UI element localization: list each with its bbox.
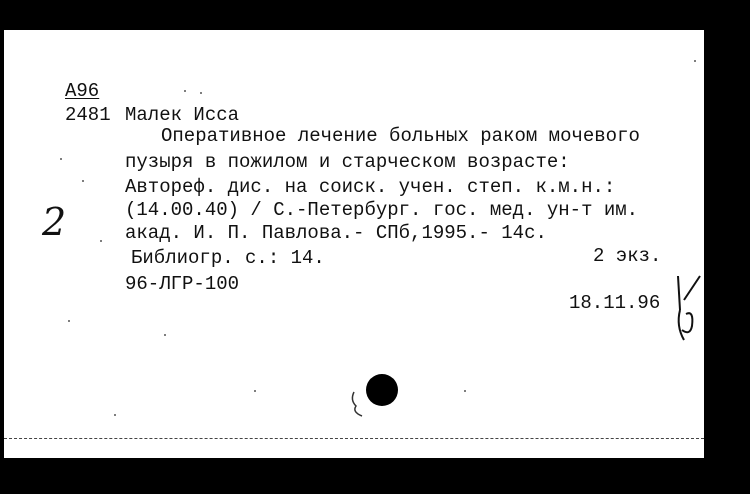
author-name: Малек Исса xyxy=(125,104,240,126)
copies-count: 2 экз. xyxy=(593,245,662,267)
description-line-3: Автореф. дис. на соиск. учен. степ. к.м.н.: xyxy=(125,176,616,198)
accession-date: 18.11.96 xyxy=(569,292,661,314)
card-bottom-rule xyxy=(4,438,704,439)
bibliography-note: Библиогр. с.: 14. xyxy=(131,247,325,269)
registration-number: 96-ЛГР-100 xyxy=(125,273,240,295)
punch-hole-torn-edge-icon xyxy=(348,386,376,420)
handwritten-signature-icon xyxy=(670,270,704,346)
title-line-1: Оперативное лечение больных раком мочевого xyxy=(161,125,640,147)
title-line-2: пузыря в пожилом и старческом возрасте: xyxy=(125,151,570,173)
shelf-code: А96 xyxy=(65,80,100,102)
record-number: 2481 xyxy=(65,104,111,126)
catalog-card xyxy=(4,30,704,458)
description-line-5: акад. И. П. Павлова.- СПб,1995.- 14с. xyxy=(125,222,547,244)
handwritten-mark: 2 xyxy=(42,200,67,244)
description-line-4: (14.00.40) / С.-Петербург. гос. мед. ун-т им. xyxy=(125,199,639,221)
